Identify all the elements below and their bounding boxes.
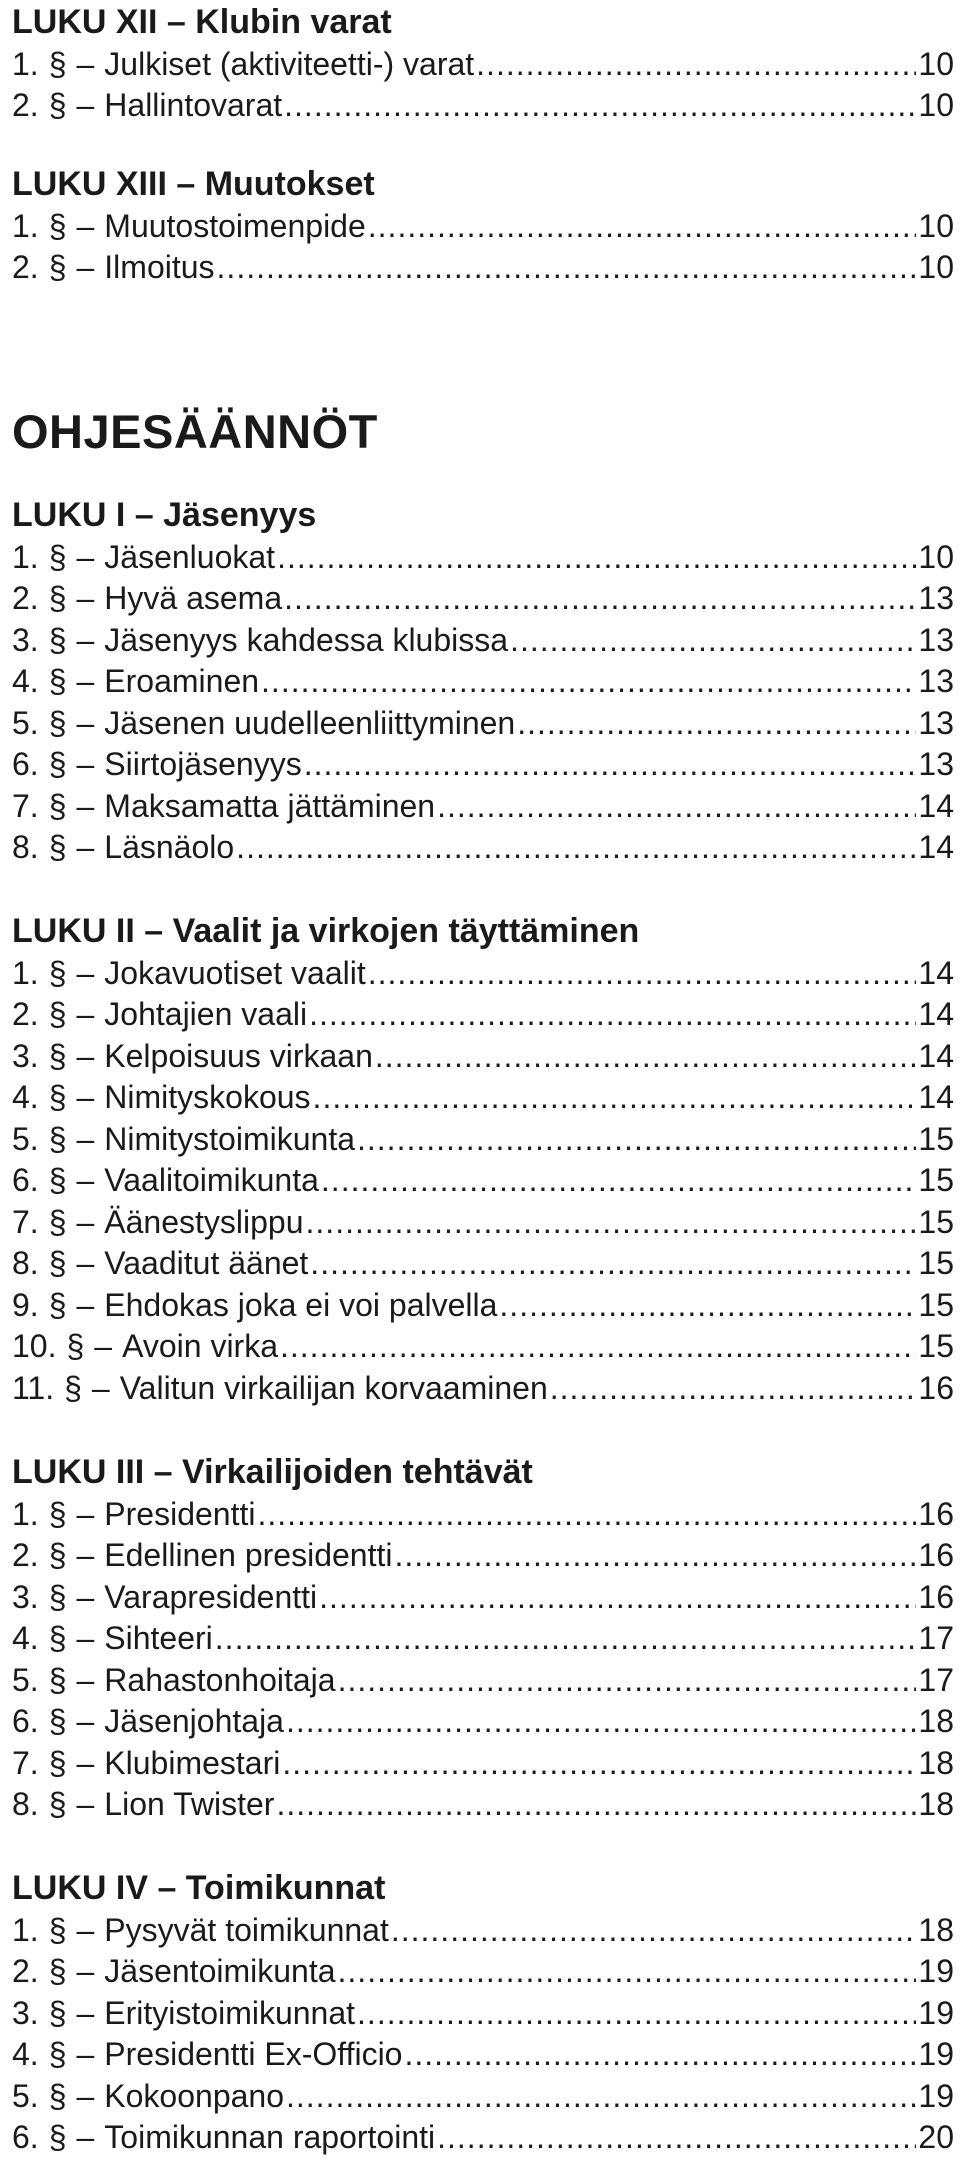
section-symbol: §	[48, 787, 67, 824]
entry-number: 1.	[12, 954, 39, 991]
page-number: 19	[918, 1994, 954, 2031]
toc-entry[interactable]	[12, 744, 954, 786]
dot-leader	[276, 1784, 916, 1826]
dot-leader	[277, 537, 916, 579]
page-number: 15	[918, 1120, 954, 1157]
dot-leader	[217, 247, 917, 289]
toc-entry[interactable]	[12, 1660, 954, 1702]
toc-entry[interactable]	[12, 1326, 954, 1368]
section-symbol: §	[48, 996, 67, 1032]
entry-title: Jäsentoimikunta	[104, 1953, 336, 1989]
toc-entry[interactable]	[12, 206, 954, 248]
entry-dash: –	[76, 1578, 95, 1615]
entry-title: Avoin virka	[122, 1328, 278, 1364]
entry-dash: –	[76, 1537, 95, 1573]
dot-leader	[282, 1743, 916, 1785]
page-number: 13	[918, 746, 954, 782]
toc-entry[interactable]	[12, 537, 954, 579]
dot-leader	[499, 1285, 916, 1327]
toc-entry[interactable]	[12, 2076, 954, 2118]
dot-leader	[261, 661, 916, 703]
entry-dash: –	[76, 663, 95, 699]
dot-leader	[280, 1326, 916, 1368]
entry-dash: –	[76, 45, 95, 82]
entry-dash: –	[76, 1203, 95, 1240]
entry-title: Klubimestari	[104, 1744, 281, 1781]
dot-leader	[357, 1119, 916, 1161]
entry-dash: –	[76, 1744, 95, 1781]
section-symbol: §	[48, 1245, 67, 1281]
toc-entry[interactable]	[12, 953, 954, 995]
section-symbol: §	[48, 621, 67, 658]
dot-leader	[338, 1951, 917, 1993]
entry-title: Äänestyslippu	[104, 1203, 304, 1240]
entry-title: Jäsenen uudelleenliittyminen	[104, 704, 516, 741]
dot-leader	[357, 1993, 916, 2035]
chapter-luku-iv	[12, 1868, 954, 2159]
entry-title: Kokoonpano	[104, 2077, 284, 2114]
page-number: 17	[918, 1661, 954, 1698]
dot-leader	[313, 1077, 917, 1119]
entry-number: 8.	[12, 1786, 39, 1822]
entry-title: Vaalitoimikunta	[104, 1162, 319, 1198]
dot-leader	[286, 2076, 916, 2118]
toc-entry[interactable]	[12, 1910, 954, 1952]
section-symbol: §	[48, 2077, 67, 2114]
entry-number: 8.	[12, 829, 39, 865]
entry-number: 4.	[12, 663, 39, 699]
section-symbol: §	[48, 580, 67, 616]
section-symbol: §	[48, 1786, 67, 1822]
entry-dash: –	[76, 1953, 95, 1989]
entry-dash: –	[76, 87, 95, 123]
toc-entry[interactable]	[12, 1784, 954, 1826]
section-symbol: §	[48, 1744, 67, 1781]
entry-number: 2.	[12, 1537, 39, 1573]
entry-number: 1.	[12, 538, 39, 575]
dot-leader	[304, 744, 917, 786]
entry-number: 2.	[12, 580, 39, 616]
toc-entry[interactable]	[12, 1993, 954, 2035]
entry-title: Jäsenyys kahdessa klubissa	[104, 621, 509, 658]
section-symbol: §	[48, 1037, 67, 1074]
page-number: 16	[918, 1537, 954, 1573]
section-symbol: §	[48, 1578, 67, 1615]
entry-title: Jokavuotiset vaalit	[104, 954, 366, 991]
entry-number: 6.	[12, 746, 39, 782]
section-symbol: §	[48, 87, 67, 123]
entry-dash: –	[76, 1037, 95, 1074]
entry-title: Läsnäolo	[104, 829, 235, 865]
entry-dash: –	[76, 787, 95, 824]
page-title: OHJESÄÄNNÖT	[12, 405, 378, 458]
entry-number: 1.	[12, 45, 39, 82]
chapter-luku-i	[12, 495, 954, 869]
dot-leader	[284, 85, 916, 127]
entry-number: 2.	[12, 996, 39, 1032]
entry-dash: –	[94, 1328, 113, 1364]
toc-entry[interactable]	[12, 2034, 954, 2076]
entry-number: 4.	[12, 1079, 39, 1115]
dot-leader	[215, 1618, 917, 1660]
section-symbol: §	[48, 45, 67, 82]
toc-entry[interactable]	[12, 827, 954, 869]
entry-title: Kelpoisuus virkaan	[104, 1037, 373, 1074]
entry-title: Lion Twister	[104, 1786, 275, 1822]
chapter-luku-iii	[12, 1452, 954, 1826]
entry-dash: –	[76, 1079, 95, 1115]
entry-dash: –	[76, 1786, 95, 1822]
section-symbol: §	[48, 829, 67, 865]
toc-entry[interactable]	[12, 1285, 954, 1327]
entry-title: Vaaditut äänet	[104, 1245, 309, 1281]
entry-dash: –	[76, 2119, 95, 2155]
dot-leader	[286, 1701, 916, 1743]
entry-number: 1.	[12, 207, 39, 244]
page-number: 13	[918, 580, 954, 616]
toc-entry[interactable]	[12, 44, 954, 86]
toc-entry[interactable]	[12, 1119, 954, 1161]
chapter-luku-ii	[12, 911, 954, 1409]
entry-dash: –	[76, 1162, 95, 1198]
entry-number: 7.	[12, 1203, 39, 1240]
entry-dash: –	[76, 1994, 95, 2031]
entry-title: Sihteeri	[104, 1620, 213, 1656]
entry-number: 6.	[12, 1703, 39, 1739]
entry-dash: –	[76, 580, 95, 616]
entry-dash: –	[76, 1245, 95, 1281]
section-symbol: §	[48, 1079, 67, 1115]
dot-leader	[404, 2034, 916, 2076]
page-number: 18	[918, 1911, 954, 1948]
page-number: 16	[918, 1495, 954, 1532]
dot-leader	[236, 827, 916, 869]
entry-number: 6.	[12, 1162, 39, 1198]
dot-leader	[368, 953, 917, 995]
entry-dash: –	[76, 829, 95, 865]
entry-dash: –	[76, 1661, 95, 1698]
toc-entry[interactable]	[12, 1577, 954, 1619]
page-number: 18	[918, 1703, 954, 1739]
page-number: 16	[918, 1578, 954, 1615]
page-number: 15	[918, 1245, 954, 1281]
dot-leader	[391, 1910, 917, 1952]
entry-number: 5.	[12, 1120, 39, 1157]
entry-number: 7.	[12, 1744, 39, 1781]
dot-leader	[284, 578, 916, 620]
section-symbol: §	[48, 1994, 67, 2031]
toc-entry[interactable]	[12, 1036, 954, 1078]
entry-title: Ehdokas joka ei voi palvella	[104, 1286, 498, 1323]
dot-leader	[510, 620, 916, 662]
toc-entry[interactable]	[12, 578, 954, 620]
entry-title: Rahastonhoitaja	[104, 1661, 336, 1698]
entry-title: Johtajien vaali	[104, 996, 308, 1032]
entry-number: 2.	[12, 87, 39, 123]
entry-title: Nimitystoimikunta	[104, 1120, 355, 1157]
page-number: 15	[918, 1328, 954, 1364]
page-number: 15	[918, 1162, 954, 1198]
section-symbol: §	[48, 1162, 67, 1198]
page-number: 14	[918, 1037, 954, 1074]
page-number: 19	[918, 2077, 954, 2114]
section-symbol: §	[48, 1537, 67, 1573]
section-symbol: §	[48, 2036, 67, 2072]
toc-entry[interactable]	[12, 85, 954, 127]
entry-title: Maksamatta jättäminen	[104, 787, 436, 824]
page-number: 10	[918, 87, 954, 123]
entry-dash: –	[76, 1120, 95, 1157]
entry-dash: –	[76, 746, 95, 782]
entry-title: Hallintovarat	[104, 87, 283, 123]
section-symbol: §	[48, 1911, 67, 1948]
section-symbol: §	[48, 249, 67, 285]
toc-entry[interactable]	[12, 1202, 954, 1244]
entry-title: Julkiset (aktiviteetti-) varat	[104, 45, 475, 82]
section-symbol: §	[48, 1495, 67, 1532]
entry-number: 1.	[12, 1911, 39, 1948]
section-symbol: §	[48, 1620, 67, 1656]
dot-leader	[476, 44, 916, 86]
chapter-luku-xiii	[12, 164, 954, 289]
chapter-heading: LUKU III – Virkailijoiden tehtävät	[12, 1453, 533, 1491]
entry-dash: –	[76, 207, 95, 244]
toc-entry[interactable]	[12, 786, 954, 828]
dot-leader	[375, 1036, 917, 1078]
entry-title: Varapresidentti	[104, 1578, 318, 1615]
entry-dash: –	[76, 2077, 95, 2114]
dot-leader	[309, 994, 916, 1036]
page-number: 13	[918, 704, 954, 741]
entry-dash: –	[76, 1495, 95, 1532]
toc-entry[interactable]	[12, 1077, 954, 1119]
entry-dash: –	[76, 1911, 95, 1948]
page-number: 14	[918, 1079, 954, 1115]
section-symbol: §	[48, 1203, 67, 1240]
entry-dash: –	[76, 1286, 95, 1323]
section-symbol: §	[48, 704, 67, 741]
entry-dash: –	[76, 954, 95, 991]
entry-number: 1.	[12, 1495, 39, 1532]
entry-dash: –	[76, 1703, 95, 1739]
dot-leader	[517, 703, 916, 745]
page-number: 16	[918, 1369, 954, 1406]
entry-title: Hyvä asema	[104, 580, 283, 616]
entry-number: 7.	[12, 787, 39, 824]
dot-leader	[437, 786, 916, 828]
toc-entry[interactable]	[12, 1160, 954, 1202]
page-number: 10	[918, 207, 954, 244]
dot-leader	[394, 1535, 916, 1577]
section-symbol: §	[64, 1369, 82, 1406]
entry-dash: –	[76, 249, 95, 285]
entry-title: Jäsenjohtaja	[104, 1703, 284, 1739]
entry-title: Toimikunnan raportointi	[104, 2119, 436, 2155]
toc-entry[interactable]	[12, 661, 954, 703]
toc-entry[interactable]	[12, 2117, 954, 2159]
toc-entry[interactable]	[12, 1243, 954, 1285]
page-number: 19	[918, 1953, 954, 1989]
entry-dash: –	[76, 538, 95, 575]
dot-leader	[368, 206, 917, 248]
page-number: 15	[918, 1286, 954, 1323]
entry-number: 5.	[12, 704, 39, 741]
dot-leader	[257, 1494, 916, 1536]
toc-entry[interactable]	[12, 1701, 954, 1743]
chapter-heading: LUKU XII – Klubin varat	[12, 3, 392, 41]
chapter-heading: LUKU II – Vaalit ja virkojen täyttäminen	[12, 912, 640, 950]
entry-dash: –	[76, 2036, 95, 2072]
toc-entry[interactable]	[12, 620, 954, 662]
toc-entry[interactable]	[12, 1368, 954, 1410]
section-symbol: §	[48, 538, 67, 575]
dot-leader	[321, 1160, 917, 1202]
entry-number: 3.	[12, 1037, 39, 1074]
dot-leader	[310, 1243, 916, 1285]
entry-number: 2.	[12, 1953, 39, 1989]
toc-entry[interactable]	[12, 994, 954, 1036]
page-number: 10	[918, 45, 954, 82]
page-number: 13	[918, 621, 954, 658]
page-number: 18	[918, 1744, 954, 1781]
page-number: 14	[918, 829, 954, 865]
page-number: 17	[918, 1620, 954, 1656]
section-symbol: §	[48, 2119, 67, 2155]
page-number: 20	[918, 2119, 954, 2155]
entry-dash: –	[76, 621, 95, 658]
section-symbol: §	[48, 1703, 67, 1739]
entry-title: Pysyvät toimikunnat	[104, 1911, 389, 1948]
entry-number: 5.	[12, 2077, 39, 2114]
entry-dash: –	[76, 1620, 95, 1656]
section-symbol: §	[48, 954, 67, 991]
page-number: 14	[918, 954, 954, 991]
page-number: 10	[918, 249, 954, 285]
entry-dash: –	[91, 1369, 110, 1406]
section-symbol: §	[48, 207, 67, 244]
section-symbol: §	[48, 746, 67, 782]
entry-number: 4.	[12, 1620, 39, 1656]
entry-number: 3.	[12, 621, 39, 658]
entry-title: Presidentti	[104, 1495, 256, 1532]
toc-entry[interactable]	[12, 1618, 954, 1660]
page-number: 19	[918, 2036, 954, 2072]
page-number: 18	[918, 1786, 954, 1822]
page-number: 10	[918, 538, 954, 575]
entry-number: 6.	[12, 2119, 39, 2155]
section-symbol: §	[48, 1120, 67, 1157]
entry-number: 9.	[12, 1286, 39, 1323]
toc-entry[interactable]	[12, 1951, 954, 1993]
page-number: 14	[918, 787, 954, 824]
entry-number: 11.	[12, 1369, 55, 1406]
entry-title: Presidentti Ex-Officio	[104, 2036, 403, 2072]
section-symbol: §	[48, 1953, 67, 1989]
entry-title: Muutostoimenpide	[104, 207, 366, 244]
entry-title: Valitun virkailijan korvaaminen	[119, 1369, 548, 1406]
section-symbol: §	[66, 1328, 85, 1364]
toc-entry[interactable]	[12, 247, 954, 289]
chapter-luku-xii	[12, 2, 954, 127]
entry-dash: –	[76, 996, 95, 1032]
entry-title: Siirtojäsenyys	[104, 746, 302, 782]
chapter-heading: LUKU I – Jäsenyys	[12, 496, 317, 534]
main-title-block	[12, 402, 954, 462]
entry-number: 2.	[12, 249, 39, 285]
entry-title: Jäsenluokat	[104, 538, 276, 575]
entry-title: Eroaminen	[104, 663, 260, 699]
page-number: 14	[918, 996, 954, 1032]
entry-number: 3.	[12, 1994, 39, 2031]
toc-entry[interactable]	[12, 703, 954, 745]
dot-leader	[437, 2117, 916, 2159]
chapter-heading: LUKU XIII – Muutokset	[12, 165, 375, 203]
chapter-heading: LUKU IV – Toimikunnat	[12, 1869, 386, 1907]
entry-number: 4.	[12, 2036, 39, 2072]
entry-number: 3.	[12, 1578, 39, 1615]
entry-number: 5.	[12, 1661, 39, 1698]
section-symbol: §	[48, 663, 67, 699]
dot-leader	[550, 1368, 917, 1410]
entry-number: 8.	[12, 1245, 39, 1281]
toc-entry[interactable]	[12, 1494, 954, 1536]
entry-title: Erityistoimikunnat	[104, 1994, 356, 2031]
section-symbol: §	[48, 1661, 67, 1698]
toc-entry[interactable]	[12, 1535, 954, 1577]
entry-title: Edellinen presidentti	[104, 1537, 393, 1573]
dot-leader	[319, 1577, 916, 1619]
entry-title: Nimityskokous	[104, 1079, 311, 1115]
page-number: 15	[918, 1203, 954, 1240]
entry-title: Ilmoitus	[104, 249, 215, 285]
toc-entry[interactable]	[12, 1743, 954, 1785]
page-number: 13	[918, 663, 954, 699]
entry-dash: –	[76, 704, 95, 741]
dot-leader	[338, 1660, 917, 1702]
section-symbol: §	[48, 1286, 67, 1323]
entry-number: 10.	[12, 1328, 57, 1364]
dot-leader	[306, 1202, 917, 1244]
